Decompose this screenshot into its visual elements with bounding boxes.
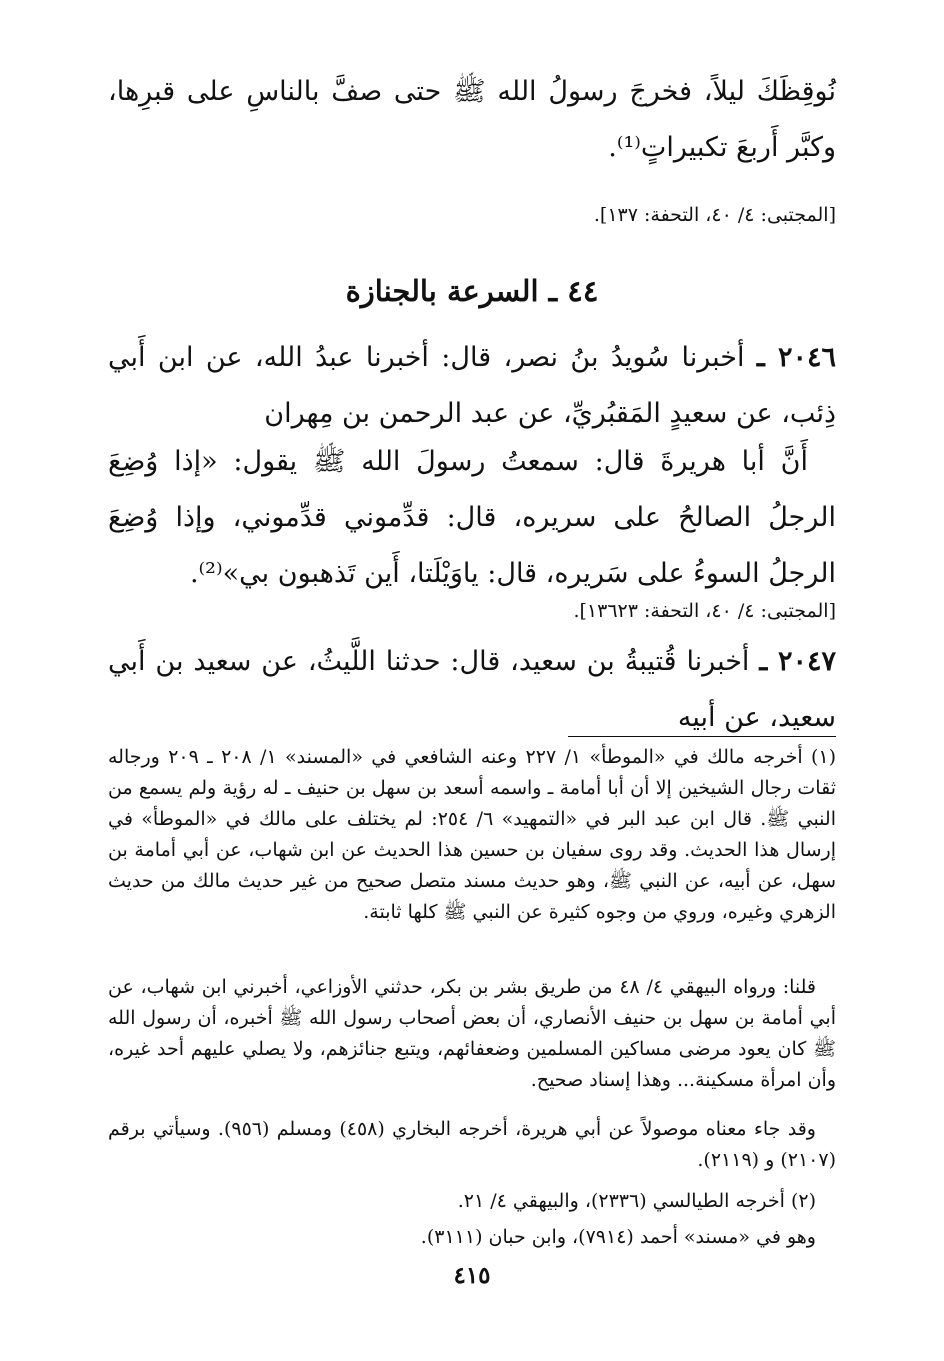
footnote-2-part-b: وهو في «مسند» أحمد (٧٩١٤)، وابن حبان (٣١١١). [420, 1226, 816, 1248]
footnote-separator [568, 736, 836, 737]
chapter-heading: ٤٤ ـ السرعة بالجنازة [345, 274, 599, 308]
footnote-1-part-b: قلنا: ورواه البيهقي ٤/ ٤٨ من طريق بشر بن بكر، حدثني الأوزاعي، أخبرني ابن شهاب، عن أبي أمامة بن سهل بن حنيف الأنصاري، أن بعض أصحاب رسول الله ﷺ أخبره، أن رسول الله ﷺ كان يعود مرضى مساكين المسلمين وضعفائهم، ويتبع جنائزهم، ولا يصلي عليهم أحد غيره، وأن امرأة مسكينة... وهذا إسناد صحيح. [108, 976, 836, 1091]
hadith-2046-isnad-text: أخبرنا سُويدُ بنُ نصر، قال: أخبرنا عبدُ الله، عن ابن أَبي ذِئب، عن سعيدٍ المَقبُريِّ، عن عبد الرحمن بن مِهران [108, 342, 836, 429]
footnote-1-part-a: (١) أخرجه مالك في «الموطأ» ١/ ٢٢٧ وعنه الشافعي في «المسند» ١/ ٢٠٨ ـ ٢٠٩ ورجاله ثقات رجال الشيخين إلا أن أبا أمامة ـ واسمه أسعد بن سهل بن حنيف ـ له رؤية ولم يسمع من النبي ﷺ. قال ابن عبد البر في «التمهيد» ٦/ ٢٥٤: لم يختلف على مالك في «الموطأ» في إرسال هذا الحديث. وقد روى سفيان بن حسين هذا الحديث عن ابن شهاب، عن أبي أمامة بن سهل، عن أبيه، عن النبي ﷺ، وهو حديث مسند متصل صحيح من غير حديث مالك من حديث الزهري وغيره، وروي من وجوه كثيرة عن النبي ﷺ كلها ثابتة. [108, 746, 836, 923]
reference-2045: [المجتبى: ٤/ ٤٠، التحفة: ١٣٧]. [593, 204, 836, 226]
hadith-2046-number: ٢٠٤٦ ـ [756, 342, 836, 373]
hadith-2046-isnad [108, 330, 836, 442]
hadith-2047-number: ٢٠٤٧ ـ [759, 646, 836, 677]
reference-2046: [المجتبى: ٤/ ٤٠، التحفة: ١٣٦٢٣]. [573, 600, 836, 622]
hadith-2046-matn: أَنَّ أبا هريرةَ قال: سمعتُ رسولَ الله ﷺ يقول: «إذا وُضِعَ الرجلُ الصالحُ على سريره، قال: قدِّموني قدِّموني، وإذا وُضِعَ الرجلُ السوءُ على سَريره، قال: ياوَيْلَتا، أَين تَذهبون بي»⁽²⁾. [108, 446, 836, 589]
footnote-2-part-a: (٢) أخرجه الطيالسي (٢٣٣٦)، والبيهقي ٤/ ٢١. [457, 1190, 816, 1212]
hadith-continuation: نُوقِظَكَ ليلاً، فخرجَ رسولُ الله ﷺ حتى صفَّ بالناسِ على قبرِها، وكبَّر أَربعَ تكبيراتٍ⁽¹⁾. [108, 76, 836, 163]
page-number: ٤١٥ [453, 1262, 491, 1289]
footnote-1-part-c: وقد جاء معناه موصولاً عن أبي هريرة، أخرجه البخاري (٤٥٨) ومسلم (٩٥٦). وسيأتي برقم (٢١٠٧) و (٢١١٩). [108, 1118, 836, 1171]
hadith-2047-isnad [108, 634, 836, 746]
hadith-2047-isnad-text: أخبرنا قُتيبةُ بن سعيد، قال: حدثنا اللَّيثُ، عن سعيد بن أَبي سعيد، عن أبيه [108, 646, 836, 733]
